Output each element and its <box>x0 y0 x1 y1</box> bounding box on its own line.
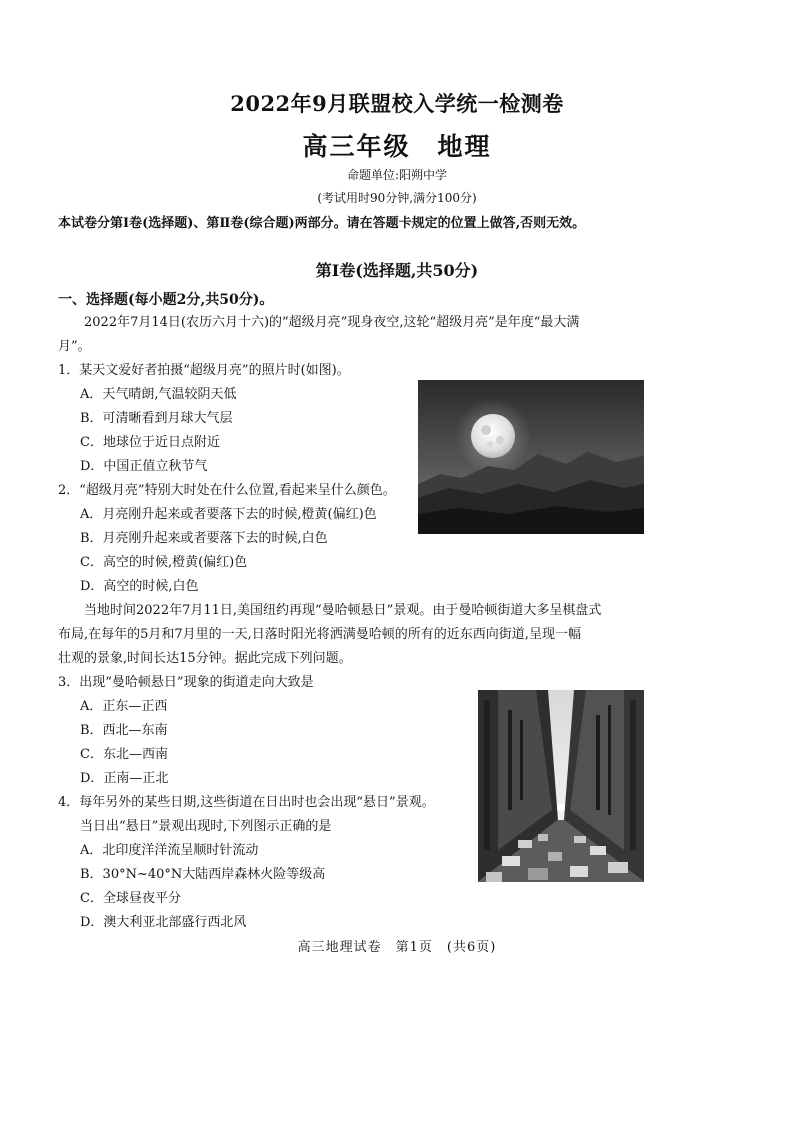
passage-2-line-1: 当地时间2022年7月11日,美国纽约再现“曼哈顿悬日”景观。由于曼哈顿街道大多呈棋盘式 <box>84 603 602 618</box>
supermoon-photo <box>418 380 644 534</box>
question-2-option-a: A．月亮刚升起来或者要落下去的时候,橙黄(偏红)色 <box>80 507 377 522</box>
exam-title: 2022年9月联盟校入学统一检测卷 <box>230 91 564 116</box>
question-1-option-d: D．中国正值立秋节气 <box>80 459 208 474</box>
exam-duration-line: (考试用时90分钟,满分100分) <box>317 191 477 205</box>
question-4-option-b: B．30°N~40°N大陆西岸森林火险等级高 <box>80 867 326 882</box>
question-2-option-c: C．高空的时候,橙黄(偏红)色 <box>80 555 248 570</box>
question-1-option-a: A．天气晴朗,气温较阴天低 <box>80 387 237 402</box>
question-3-stem: 3．出现“曼哈顿悬日”现象的街道走向大致是 <box>58 675 314 690</box>
question-3-option-c: C．东北—西南 <box>80 747 168 762</box>
question-3-option-d: D．正南—正北 <box>80 771 169 786</box>
passage-2-line-3: 壮观的景象,时间长达15分钟。据此完成下列问题。 <box>58 651 352 666</box>
question-2-option-b: B．月亮刚升起来或者要落下去的时候,白色 <box>80 531 328 546</box>
question-4-option-c: C．全球昼夜平分 <box>80 891 181 906</box>
question-2-stem: 2．“超级月亮”特别大时处在什么位置,看起来呈什么颜色。 <box>58 483 396 498</box>
exam-subject-title: 高三年级 地理 <box>302 132 492 161</box>
question-4-stem: 4．每年另外的某些日期,这些街道在日出时也会出现“悬日”景观。 <box>58 795 435 810</box>
question-4-option-a: A．北印度洋洋流呈顺时针流动 <box>80 843 259 858</box>
question-3-option-b: B．西北—东南 <box>80 723 168 738</box>
issuer-line: 命题单位:阳朔中学 <box>346 168 448 182</box>
exam-instructions: 本试卷分第Ⅰ卷(选择题)、第Ⅱ卷(综合题)两部分。请在答题卡规定的位置上做答,否则无效。 <box>58 216 586 231</box>
question-4-stem-continued: 当日出“悬日”景观出现时,下列图示正确的是 <box>80 819 332 834</box>
page-footer: 高三地理试卷 第1页 (共6页) <box>297 940 497 955</box>
question-1-option-c: C．地球位于近日点附近 <box>80 435 220 450</box>
section-title: 第Ⅰ卷(选择题,共50分) <box>315 261 479 280</box>
question-2-option-d: D．高空的时候,白色 <box>80 579 199 594</box>
question-1-stem: 1．某天文爱好者拍摄“超级月亮”的照片时(如图)。 <box>58 363 350 378</box>
passage-2-line-2: 布局,在每年的5月和7月里的一天,日落时阳光将洒满曼哈顿的所有的近东西向街道,呈现一幅 <box>58 627 581 642</box>
passage-1-line-1: 2022年7月14日(农历六月十六)的“超级月亮”现身夜空,这轮“超级月亮”是年度“最大满 <box>84 315 580 330</box>
question-4-option-d: D．澳大利亚北部盛行西北风 <box>80 915 247 930</box>
question-1-option-b: B．可清晰看到月球大气层 <box>80 411 233 426</box>
part-title: 一、选择题(每小题2分,共50分)。 <box>58 292 274 308</box>
manhattanhenge-photo <box>478 690 644 882</box>
question-3-option-a: A．正东—正西 <box>80 699 168 714</box>
passage-1-line-2: 月”。 <box>58 339 91 354</box>
